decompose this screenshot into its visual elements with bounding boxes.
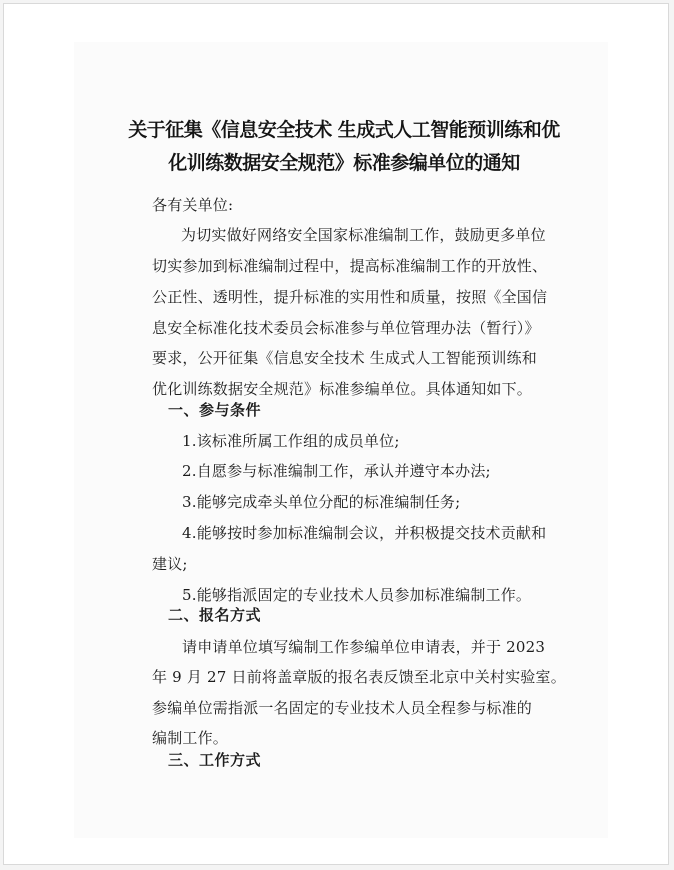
registration-line: 年 9 月 27 日前将盖章版的报名表反馈至北京中关村实验室。 xyxy=(152,668,566,686)
section-heading-working-method: 三、工作方式 xyxy=(168,751,262,769)
registration-line: 编制工作。 xyxy=(152,729,229,747)
intro-line: 切实参加到标准编制过程中，提高标准编制工作的开放性、 xyxy=(152,257,548,275)
registration-line: 请申请单位填写编制工作参编单位申请表，并于 2023 xyxy=(182,638,546,656)
condition-item: 1.该标准所属工作组的成员单位; xyxy=(182,432,400,450)
condition-item: 3.能够完成牵头单位分配的标准编制任务; xyxy=(182,493,461,511)
document-title-line-1: 关于征集《信息安全技术 生成式人工智能预训练和优 xyxy=(128,119,560,141)
intro-line: 息安全标准化技术委员会标准参与单位管理办法（暂行）》 xyxy=(152,319,540,337)
intro-line: 为切实做好网络安全国家标准编制工作，鼓励更多单位 xyxy=(181,226,546,244)
page-frame xyxy=(3,3,669,865)
condition-item: 5.能够指派固定的专业技术人员参加标准编制工作。 xyxy=(182,586,532,604)
section-heading-participation: 一、参与条件 xyxy=(168,401,262,419)
notice-document xyxy=(74,42,608,838)
condition-item-continued: 建议; xyxy=(152,555,188,573)
intro-line: 要求，公开征集《信息安全技术 生成式人工智能预训练和 xyxy=(152,349,537,367)
registration-line: 参编单位需指派一名固定的专业技术人员全程参与标准的 xyxy=(152,699,533,717)
condition-item: 2.自愿参与标准编制工作，承认并遵守本办法; xyxy=(182,462,491,480)
salutation: 各有关单位: xyxy=(152,196,234,214)
section-heading-registration: 二、报名方式 xyxy=(168,606,262,624)
condition-item: 4.能够按时参加标准编制会议，并积极提交技术贡献和 xyxy=(182,524,547,542)
intro-line: 公正性、透明性，提升标准的实用性和质量，按照《全国信 xyxy=(152,288,548,306)
document-title-line-2: 化训练数据安全规范》标准参编单位的通知 xyxy=(168,152,520,174)
scanned-document xyxy=(74,42,608,838)
intro-line: 优化训练数据安全规范》标准参编单位。具体通知如下。 xyxy=(152,380,533,398)
